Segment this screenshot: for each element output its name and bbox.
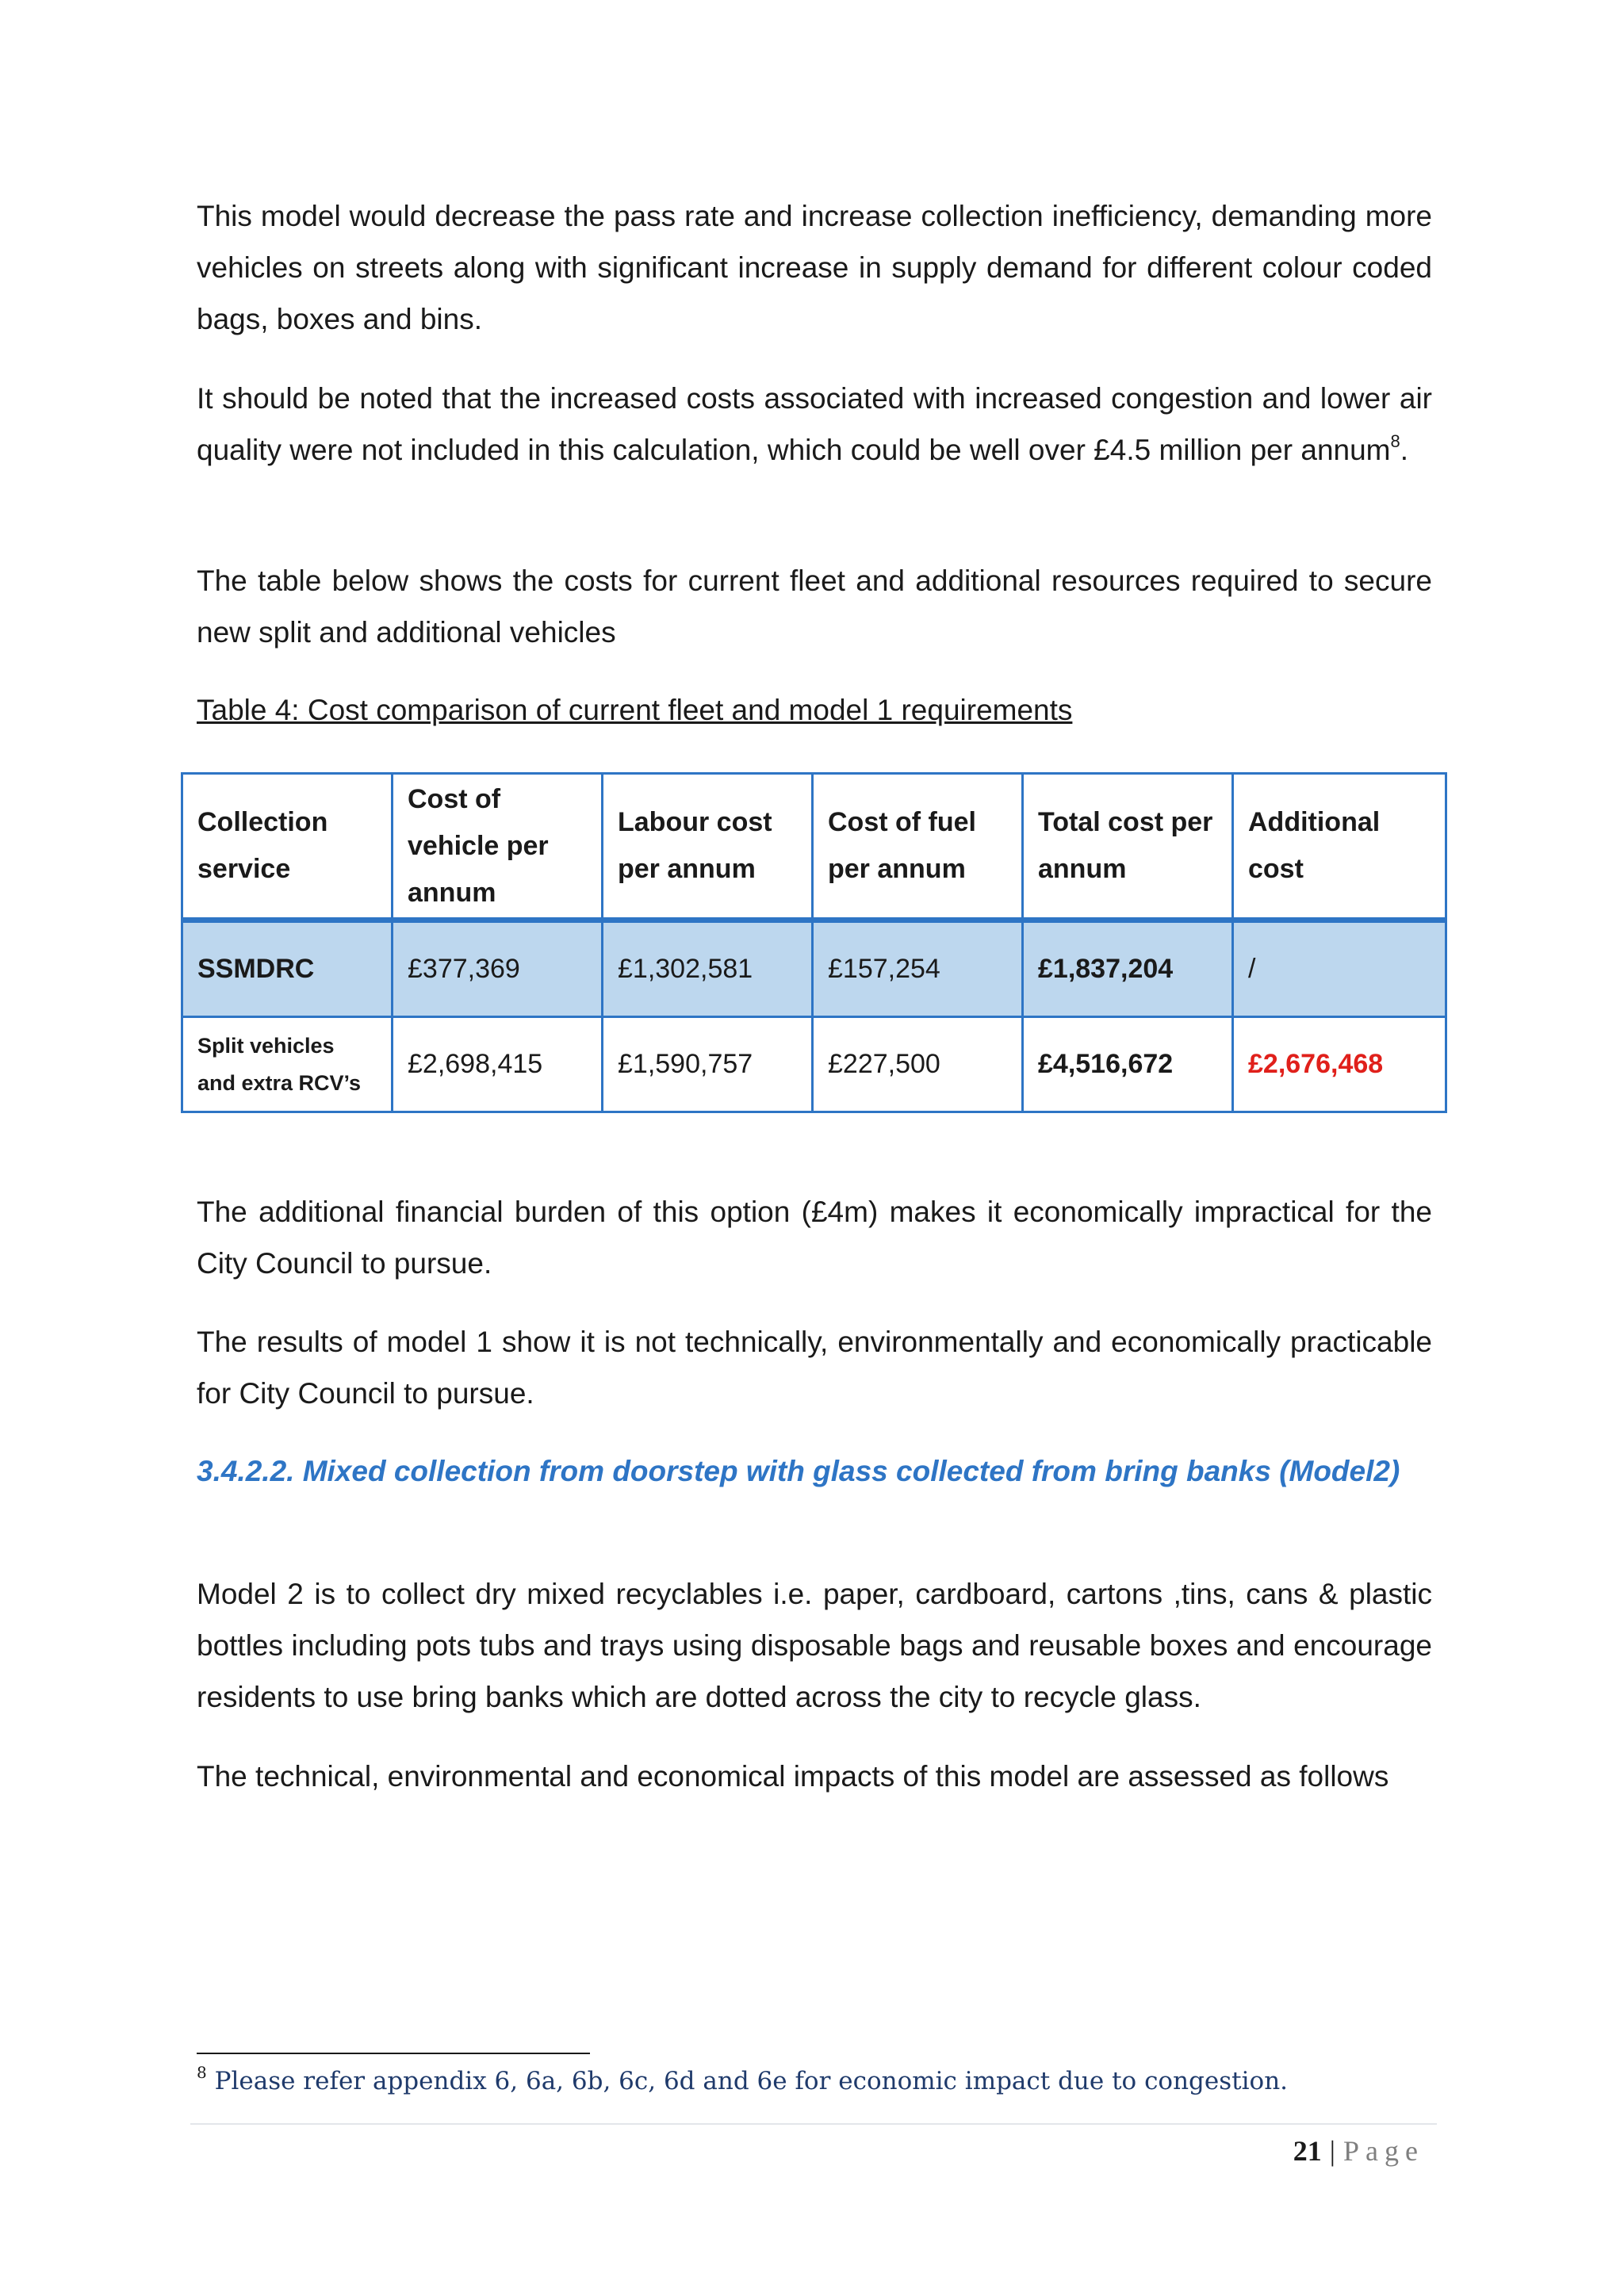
paragraph-congestion-costs [197,373,1432,476]
paragraph-financial-burden: The additional financial burden of this option (£4m) makes it economically impractical for the City Council to pursue. [197,1196,1432,1280]
footnote-text: Please refer appendix 6, 6a, 6b, 6c, 6d and 6e for economic impact due to congestion. [214,2067,1289,2095]
service-split-label: Split vehicles and extra RCV’s [197,1033,362,1095]
header-cost-of-vehicle: Cost of vehicle per annum [393,774,603,920]
table-row [182,920,1446,1017]
section-heading-model2: 3.4.2.2. Mixed collection from doorstep with glass collected from bring banks (Model2) [197,1455,1400,1487]
paragraph-congestion-text: It should be noted that the increased costs associated with increased congestion and lower air quality were not included in this calculation, which could be well over £4.5 million per annum [197,382,1432,466]
cell-labour-cost: £1,590,757 [603,1017,813,1112]
header-labour-cost: Labour cost per annum [603,774,813,920]
cell-vehicle-cost: £2,698,415 [393,1017,603,1112]
footer-separator: | [1329,2135,1336,2167]
table-row [182,1017,1446,1112]
paragraph-congestion-end: . [1400,434,1409,466]
cell-service-split-vehicles [182,1017,393,1112]
cell-service-ssmdrc: SSMDRC [182,920,393,1017]
cell-labour-cost: £1,302,581 [603,920,813,1017]
page-label: Page [1343,2135,1424,2167]
header-additional-cost: Additional cost [1233,774,1446,920]
cell-vehicle-cost: £377,369 [393,920,603,1017]
header-collection-service: Collection service [182,774,393,920]
cell-fuel-cost: £157,254 [813,920,1023,1017]
cell-total-cost: £4,516,672 [1023,1017,1233,1112]
footnote [197,2061,1288,2101]
footnote-marker: 8 [197,2063,207,2082]
table-caption: Table 4: Cost comparison of current fleet and model 1 requirements [197,694,1073,726]
paragraph-model2-description: Model 2 is to collect dry mixed recyclables i.e. paper, cardboard, cartons ,tins, cans & plastic bottles including pots tubs and trays using disposable bags and reusable boxes and encourage residents to use bring banks which are dotted across the city to recycle glass. [197,1578,1432,1713]
header-cost-of-fuel: Cost of fuel per annum [813,774,1023,920]
footnote-reference[interactable]: 8 [1390,431,1400,451]
paragraph-table-intro: The table below shows the costs for current fleet and additional resources required to secure new split and additional vehicles [197,564,1432,649]
cell-additional-cost: £2,676,468 [1233,1017,1446,1112]
paragraph-impacts-intro: The technical, environmental and economical impacts of this model are assessed as follows [197,1760,1389,1793]
cell-total-cost: £1,837,204 [1023,920,1233,1017]
footnote-divider [197,2053,590,2054]
page-number-footer [1293,2131,1424,2171]
cost-comparison-table [181,772,1447,1113]
paragraph-model1-results: The results of model 1 show it is not technically, environmentally and economically practicable for City Council to pursue. [197,1326,1432,1410]
cell-additional-cost: / [1233,920,1446,1017]
table-header-row [182,774,1446,920]
cell-fuel-cost: £227,500 [813,1017,1023,1112]
footer-divider [190,2123,1437,2125]
page-number: 21 [1293,2135,1322,2167]
header-total-cost: Total cost per annum [1023,774,1233,920]
paragraph-model-inefficiency: This model would decrease the pass rate and increase collection inefficiency, demanding more vehicles on streets along with significant increase in supply demand for different colour coded bags, boxes and bins. [197,200,1432,335]
